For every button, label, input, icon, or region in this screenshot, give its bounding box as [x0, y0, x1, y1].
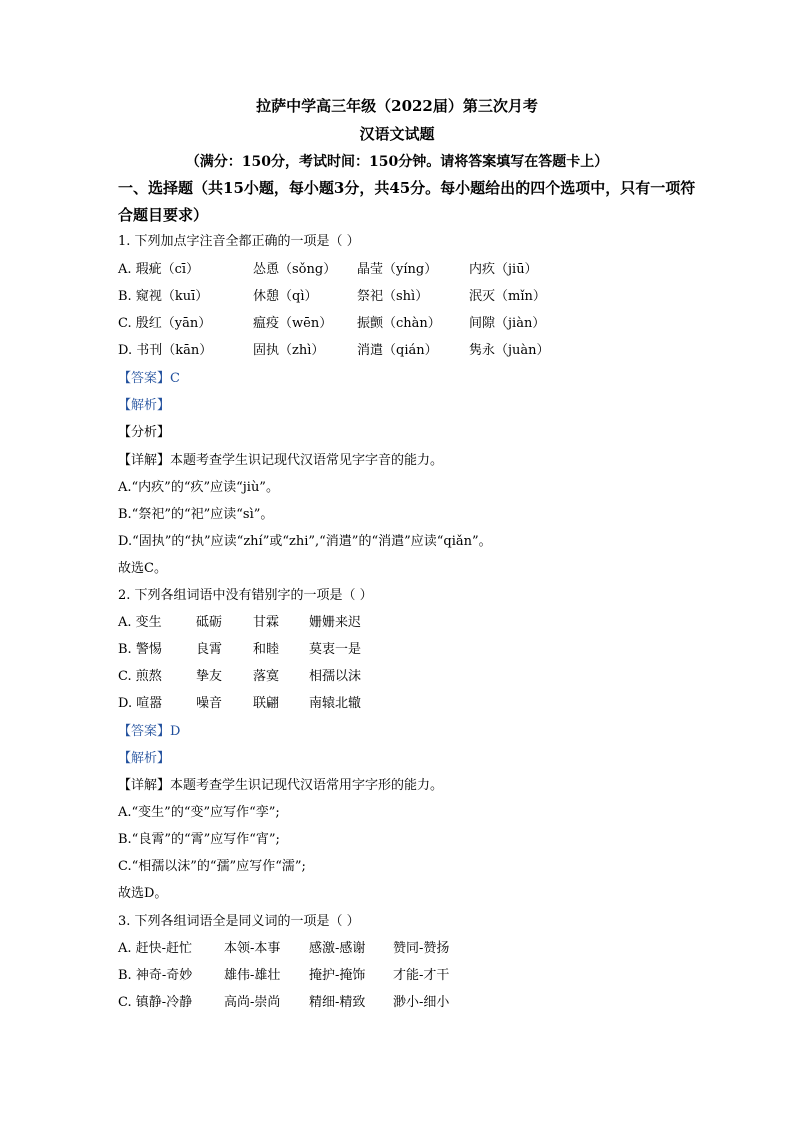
question-1-detail: 【详解】本题考查学生识记现代汉语常见字字音的能力。 — [118, 453, 444, 468]
question-1-answer: 【答案】C — [118, 371, 180, 386]
question-2-line-b: B.“良霄”的“霄”应写作“宵”; — [118, 832, 280, 847]
question-2-stem: 2. 下列各组词语中没有错别字的一项是（ ） — [118, 588, 373, 603]
question-2-line-a: A.“变生”的“变”应写作“孪”; — [118, 805, 280, 820]
question-2-conclusion: 故选D。 — [118, 886, 168, 901]
question-1-line-b: B.“祭祀”的“祀”应读“sì”。 — [118, 507, 274, 522]
question-1-jiexi: 【解析】 — [118, 398, 171, 413]
question-2-detail: 【详解】本题考查学生识记现代汉语常用字字形的能力。 — [118, 778, 444, 793]
question-2-line-c: C.“相孺以沫”的“孺”应写作“濡”; — [118, 859, 306, 874]
page-title: 拉萨中学高三年级（2022届）第三次月考 — [256, 97, 538, 115]
question-2-answer: 【答案】D — [118, 724, 181, 739]
question-1-line-d: D.“固执”的“执”应读“zhí”或“zhi”,“消遣”的“消遣”应读“qiǎn”。 — [118, 534, 492, 549]
section-heading: 一、选择题（共15小题，每小题3分，共45分。每小题给出的四个选项中，只有一项符 — [118, 179, 696, 197]
question-1-fenxi: 【分析】 — [118, 425, 171, 440]
question-2-jiexi: 【解析】 — [118, 751, 171, 766]
question-1-stem: 1. 下列加点字注音全都正确的一项是（ ） — [118, 234, 360, 249]
exam-note: （满分：150分，考试时间：150分钟。请将答案填写在答题卡上） — [185, 154, 609, 170]
question-3-stem: 3. 下列各组词语全是同义词的一项是（ ） — [118, 914, 360, 929]
page-subtitle: 汉语文试题 — [359, 125, 435, 143]
section-heading-cont: 合题目要求） — [118, 206, 209, 224]
question-1-conclusion: 故选C。 — [118, 561, 167, 576]
document-page: 拉萨中学高三年级（2022届）第三次月考 汉语文试题 （满分：150分，考试时间：150分钟。请将答案填写在答题卡上） 一、选择题（共15小题，每小题3分，共45分。每小题给出的四个选项中，只有一项符 合题目要求） 1. 下列加点字注音全都正确的一项是（ ） A. 瑕疵（cī） 怂恿（sǒng） 晶莹（yíng） 内疚（jiū） B. 窥视（kuī） 休憩（qì） 祭祀（shì） 泯灭（mǐn） C. 殷红（yān） 瘟疫（wēn） 振颤（chàn） 间隙（jiàn） D. 书刊（kān） 固执（zhì） 消遣（qián） 隽永（juàn） 【答案】C 【解析】 【分析】 【详解】本题考查学生识记现代汉语常见字字音的能力。 A.“内疚”的“疚”应读“jiù”。 B.“祭祀”的“祀”应读“sì”。 D.“固执”的“执”应读“zhí”或“zhi”,“消遣”的“消遣”应读“qiǎn”。 故选C。 2. 下列各组词语中没有错别字的一项是（ ） A. 变生 砥砺 甘霖 姗姗来迟 B. 警惕 良霄 和睦 莫衷一是 C. 煎熬 挚友 落寞 相孺以沫 D. 喧嚣 噪音 联翩 南辕北辙 【答案】D 【解析】 【详解】本题考查学生识记现代汉语常用字字形的能力。 A.“变生”的“变”应写作“孪”; B.“良霄”的“霄”应写作“宵”; C.“相孺以沫”的“孺”应写作“濡”; 故选D。 3. 下列各组词语全是同义词的一项是（ ） A. 赶快-赶忙 本领-本事 感激-感谢 赞同-赞扬 B. 神奇-奇妙 雄伟-雄壮 掩护-掩饰 才能-才干 C. 镇静-冷静 高尚-崇尚 精细-精致 渺小-细小 — [0, 0, 794, 1123]
question-1-line-a: A.“内疚”的“疚”应读“jiù”。 — [118, 480, 279, 495]
